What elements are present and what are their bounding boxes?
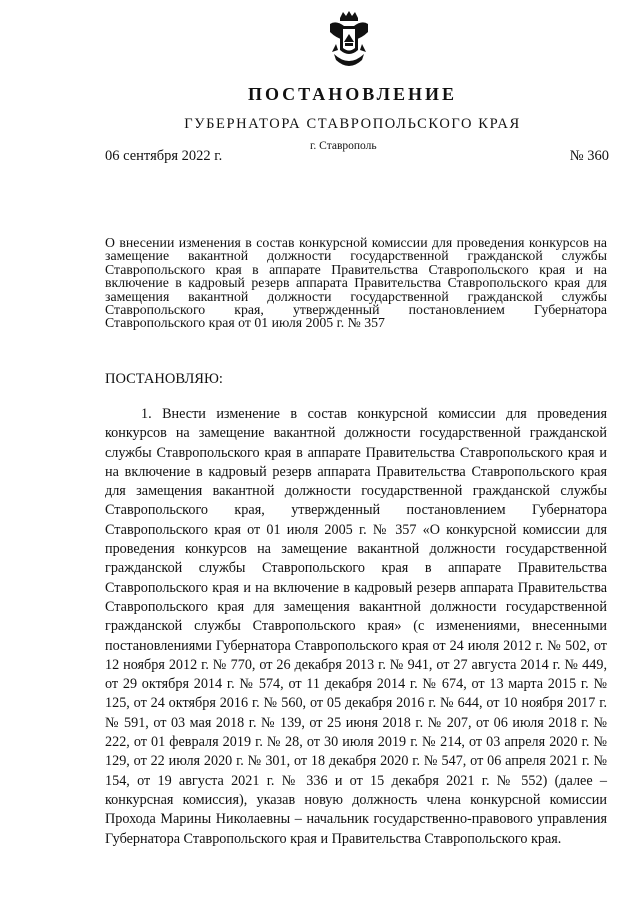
document-city: г. Ставрополь	[310, 140, 377, 152]
document-date: 06 сентября 2022 г.	[105, 148, 223, 164]
paragraph-1: 1. Внести изменение в состав конкурсной комиссии для проведения конкурсов на замещение вакантной должности государственной гражданской службы Ставропольского края в аппарате Правительства Ставропольского края и на включение в кадровый резерв аппарата Правительства Ставропольского края для замещения вакантной должности государственной гражданской службы Ставропольского края, утвержденный постановлением Губернатора Ставропольского края от 01 июля 2005 г. № 357 «О конкурсной комиссии для проведения конкурсов на замещение вакантной должности государственной гражданской службы Ставропольского края в аппарате Правительства Ставропольского края и на включение в кадровый резерв аппарата Правительства Ставропольского края для замещения вакантной должности государственной гражданской службы Ставропольского края» (с изменениями, внесенными постановлениями Губернатора Ставропольского края от 24 июля 2012 г. № 502, от 12 ноября 2012 г. № 770, от 26 декабря 2013 г. № 941, от 27 августа 2014 г. № 449, от 29 октября 2014 г. № 574, от 11 декабря 2014 г. № 674, от 13 марта 2015 г. № 125, от 24 октября 2016 г. № 560, от 05 декабря 2016 г. № 644, от 10 ноября 2017 г. № 591, от 03 мая 2018 г. № 139, от 25 июня 2018 г. № 207, от 06 июля 2018 г. № 222, от 01 февраля 2019 г. № 28, от 30 июля 2019 г. № 214, от 03 апреля 2020 г. № 129, от 22 июля 2020 г. № 301, от 18 декабря 2020 г. № 547, от 06 апреля 2021 г. № 154, от 19 августа 2021 г. № 336 и от 15 декабря 2021 г. № 552) (далее – конкурсная комиссия), указав новую должность члена конкурсной комиссии Прохода Марины Николаевны – начальник государственно-правового управления Губернатора Ставропольского края и Правительства Ставропольского края.	[105, 406, 607, 847]
document-number: № 360	[569, 148, 609, 164]
stavropol-coat-of-arms-icon	[326, 10, 372, 72]
document-issuer: ГУБЕРНАТОРА СТАВРОПОЛЬСКОГО КРАЯ	[184, 116, 521, 132]
document-title: ПОСТАНОВЛЕНИЕ	[247, 84, 458, 104]
decree-word: ПОСТАНОВЛЯЮ:	[105, 371, 223, 387]
document-heading: О внесении изменения в состав конкурсной комиссии для проведения конкурсов на замещение вакантной должности государственной гражданской службы Ставропольского края в аппарате Правительства Ставропольского края и на включение в кадровый резерв аппарата Правительства Ставропольского края для замещения вакантной должности государственной гражданской службы Ставропольского края, утвержденный постановлением Губернатора Ставропольского края от 01 июля 2005 г. № 357	[105, 235, 607, 331]
